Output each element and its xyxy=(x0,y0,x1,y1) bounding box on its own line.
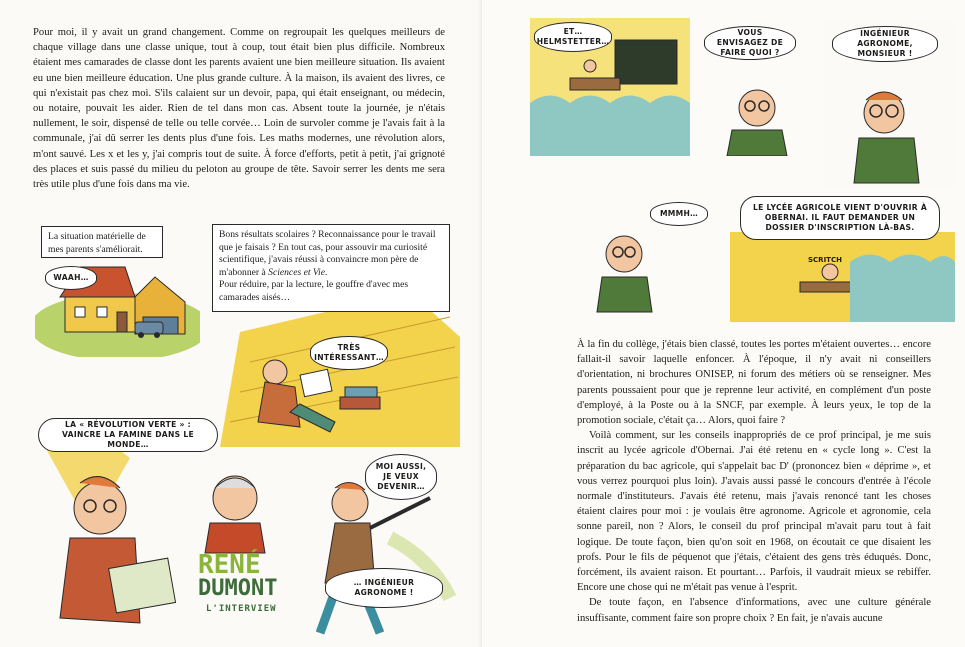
panel-teacher-mmmh xyxy=(592,192,722,322)
panel-reading xyxy=(210,222,460,447)
rene-subtitle: L'INTERVIEW xyxy=(206,604,277,614)
bubble-ingenieur-monsieur: INGÉNIEUR AGRONOME, MONSIEUR ! xyxy=(832,26,938,62)
right-body-text xyxy=(577,337,931,626)
caption-reading-text-end: . Pour réduire, par la lecture, le gouffre d'avec mes camarades aisés… xyxy=(219,266,409,303)
right-paragraph-1: À la fin du collège, j'étais bien classé, toutes les portes m'étaient ouvertes… encore fallait-il savoir laquelle enfoncer. À l'époque, il n'y avait ni conseillers d'orientation, ni brochures ONISEP, ni forum des métiers où se renseigner. Mes parents poussaient pour que je reprenne leur activité, en complément d'un poste d'employé, à la Poste ou à la SNCF, par exemple. À leurs yeux, le top de la promotion sociale, c'était ça… Alors, quoi faire ? xyxy=(577,339,931,427)
bubble-lycee-agricole: LE LYCÉE AGRICOLE VIENT D'OUVRIR À OBERNAI. IL FAUT DEMANDER UN DOSSIER D'INSCRIPTION LÀ-BAS. xyxy=(740,196,940,240)
panel-teacher-question xyxy=(702,18,817,156)
rene-title-first: RENÉ xyxy=(198,550,261,580)
bubble-moi-aussi: MOI AUSSI, JE VEUX DEVENIR… xyxy=(365,454,437,500)
left-page xyxy=(0,0,482,647)
bubble-envisagez: VOUS ENVISAGEZ DE FAIRE QUOI ? xyxy=(704,26,796,60)
panel-student-answer xyxy=(824,18,954,188)
caption-house-text: La situation matérielle de mes parents s'améliorait. xyxy=(48,231,146,255)
bubble-ingenieur-agronome: … INGÉNIEUR AGRONOME ! xyxy=(325,568,443,608)
sfx-scritch: SCRITCH xyxy=(808,256,842,264)
right-page xyxy=(482,0,965,647)
right-paragraph-3: De toute façon, en l'absence d'informations, avec une culture générale insuffisante, comment faire son propre choix ? En fait, je n'avais aucune xyxy=(577,597,931,624)
bubble-helmstetter: ET… HELMSTETTER… xyxy=(534,22,612,52)
bubble-interessant: TRÈS INTÉRESSANT… xyxy=(310,336,388,370)
panel-rene-dumont xyxy=(20,418,465,640)
right-paragraph-2: Voilà comment, sur les conseils inappropriés de ce prof principal, je me suis inscrit au lycée agricole d'Obernai. J'ai été retenu en « cycle long ». C'est la préparation du bac agricole, qui s'appelait bac D' (prononcez bien « déprime », et vous verrez pourquoi plus loin). J'avais aussi passé le concours d'entrée à l'école normale d'instituteurs. J'avais été retenu, mais j'avais renoncé tant les choses étaient claires pour moi : je voulais être agronome. Agricole et agronomie, cela sonne pareil, non ? Alors, le conseil du prof principal m'avait paru tout à fait logique. De toute façon, bien qu'on soit en 1968, on écoutait ce que disaient les profs. Pour le fils de péquenot que j'étais, c'étaient des gens très éduqués. Donc, forcément, ils avaient raison. Et pourtant… Parfois, il vaudrait mieux se rebiffer. Encore une chose qui ne m'était pas venue à l'esprit. xyxy=(577,430,931,594)
caption-house xyxy=(41,226,163,258)
panel-house xyxy=(35,222,200,357)
bubble-mmmh: MMMH… xyxy=(650,202,708,226)
rene-title-last: DUMONT xyxy=(198,576,278,601)
panel-lycee-advice xyxy=(730,192,955,322)
left-intro-paragraph: Pour moi, il y avait un grand changement. Comme on regroupait les quelques meilleurs de chaque village dans une classe unique, tout à coup, tout était bien plus difficile. Nombreux étaient mes camarades de classe dont les parents avaient une bien meilleure situation. Ils avaient eu une bien meilleure éducation. Une plus grande culture. À la maison, ils avaient des livres, ce qui n'existait pas chez moi. S'ils calaient sur un devoir, papa, qui était enseignant, ou médecin, ou notaire, pouvait les aider. Rien de tel dans mon cas. Absent toute la journée, je n'étais nullement, le soir, dispensé de telle ou telle corvée… Loin de survoler comme je l'avais fait à la communale, j'ai dû serrer les dents plus d'une fois. Les maths modernes, une révolution alors, m'ont sauvé. Les x et les y, j'ai compris tout de suite. À force d'efforts, petit à petit, j'ai grignoté des places et suis passé du milieu du peloton au groupe de tête. Savoir serrer les dents me sera très utile plus d'une fois dans ma vie. xyxy=(33,27,445,191)
bubble-revolution-verte: LA « RÉVOLUTION VERTE » : VAINCRE LA FAMINE DANS LE MONDE… xyxy=(38,418,218,452)
caption-reading-magazine: Sciences et Vie xyxy=(268,266,325,278)
bubble-waah: WAAH… xyxy=(45,266,97,290)
caption-reading xyxy=(212,224,450,312)
left-intro-text xyxy=(33,25,445,192)
caption-reading-text: Bons résultats scolaires ? Reconnaissance pour le travail que je faisais ? En tout cas, pour assouvir ma curiosité scientifique, j'avais réussi à convaincre mon père de m'abonner à xyxy=(219,229,436,278)
panel-classroom xyxy=(530,18,690,156)
